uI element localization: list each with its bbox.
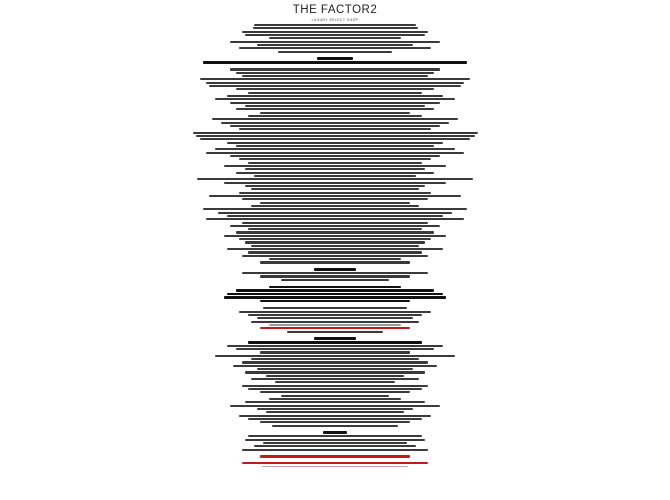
text-line [239,158,431,160]
bold-text-line [260,300,410,302]
text-line [239,128,431,130]
text-line [260,202,410,204]
text-line [242,255,428,257]
text-line [236,88,434,90]
text-line [257,317,413,319]
text-line [239,238,431,240]
text-line [251,188,419,190]
text-line [236,231,434,233]
text-line [224,182,446,184]
text-line [236,108,434,110]
text-line [227,248,443,250]
text-line [245,371,425,373]
text-line [206,218,464,220]
text-line [253,27,418,29]
text-line [263,307,407,309]
text-line [200,138,470,140]
text-line [215,98,455,100]
bold-text-line [224,296,446,298]
text-line [281,395,389,397]
text-line [209,195,461,197]
warning-text-line [242,462,428,464]
text-line [239,47,431,49]
text-line [254,445,416,447]
text-line [230,41,440,43]
bold-text-line [227,293,443,295]
text-line [254,24,416,26]
text-line [269,398,401,400]
text-line [257,368,413,370]
text-line [248,418,422,420]
text-line [260,261,410,263]
warning-text-line [260,327,410,329]
text-line [227,95,443,97]
text-line [251,378,419,380]
text-line [251,321,419,323]
text-line [218,212,452,214]
text-line [269,37,401,39]
text-line [227,142,443,144]
text-line [242,361,428,363]
text-line [227,345,443,347]
text-line [245,439,425,441]
text-line [260,112,410,114]
text-line [248,435,422,437]
text-line [236,172,434,174]
text-line [248,314,422,316]
text-line [206,82,464,84]
bold-text-line [236,289,434,291]
text-line [242,75,428,77]
text-line [224,235,446,237]
text-line [266,411,404,413]
text-line [215,148,455,150]
text-line [239,415,431,417]
text-line [227,215,443,217]
text-line [239,311,431,313]
text-line [260,421,410,423]
text-line [209,85,461,87]
text-line [251,245,419,247]
text-line [242,222,428,224]
text-line [248,162,422,164]
text-line [257,44,413,46]
text-line [206,152,464,154]
text-line [245,168,425,170]
notice-body [0,24,670,466]
text-line [260,275,410,277]
text-line [272,425,398,427]
text-line [260,391,410,393]
text-line [269,258,401,260]
text-line [230,405,440,407]
text-line [230,102,440,104]
bold-text-line [203,61,467,63]
text-line [230,155,440,157]
text-line [248,228,422,230]
text-line [224,165,446,167]
text-line [236,72,434,74]
section-heading-line [323,431,347,434]
text-line [215,355,455,357]
bold-text-line [269,286,401,288]
text-line [203,208,467,210]
section-heading-line [314,268,356,271]
section-heading-line [314,337,356,340]
text-line [230,225,440,227]
brand-tagline: LUXURY SELECT SHOP [311,18,359,22]
text-line [245,34,425,36]
section-divider [262,466,408,467]
text-line [196,135,475,137]
section-heading-line [317,57,353,60]
text-line [200,78,470,80]
text-line [239,192,431,194]
text-line [242,449,428,451]
text-line [263,442,407,444]
text-line [275,381,395,383]
text-line [242,31,428,33]
text-line [251,205,419,207]
text-line [212,118,458,120]
text-line [242,198,428,200]
text-line [251,358,419,360]
text-line [248,92,422,94]
text-line [197,178,473,180]
text-line [236,145,434,147]
text-line [245,185,425,187]
text-line [257,408,413,410]
text-line [245,401,425,403]
text-line [233,365,437,367]
text-line [266,375,404,377]
text-line [254,175,416,177]
text-line [260,351,410,353]
text-line [281,279,389,281]
warning-text-line [260,455,410,457]
text-line [245,241,425,243]
text-line [242,385,428,387]
text-line [193,132,478,134]
text-line [269,324,401,326]
text-line [248,115,422,117]
text-line [248,388,422,390]
text-line [278,51,392,53]
brand-logo[interactable]: THE FACTOR2 [292,4,378,16]
text-line [245,105,425,107]
text-line [287,331,383,333]
bold-text-line [248,341,422,343]
text-line [221,122,449,124]
text-line [230,125,440,127]
text-line [248,251,422,253]
text-line [230,68,440,70]
text-line [236,348,434,350]
text-line [242,272,428,274]
